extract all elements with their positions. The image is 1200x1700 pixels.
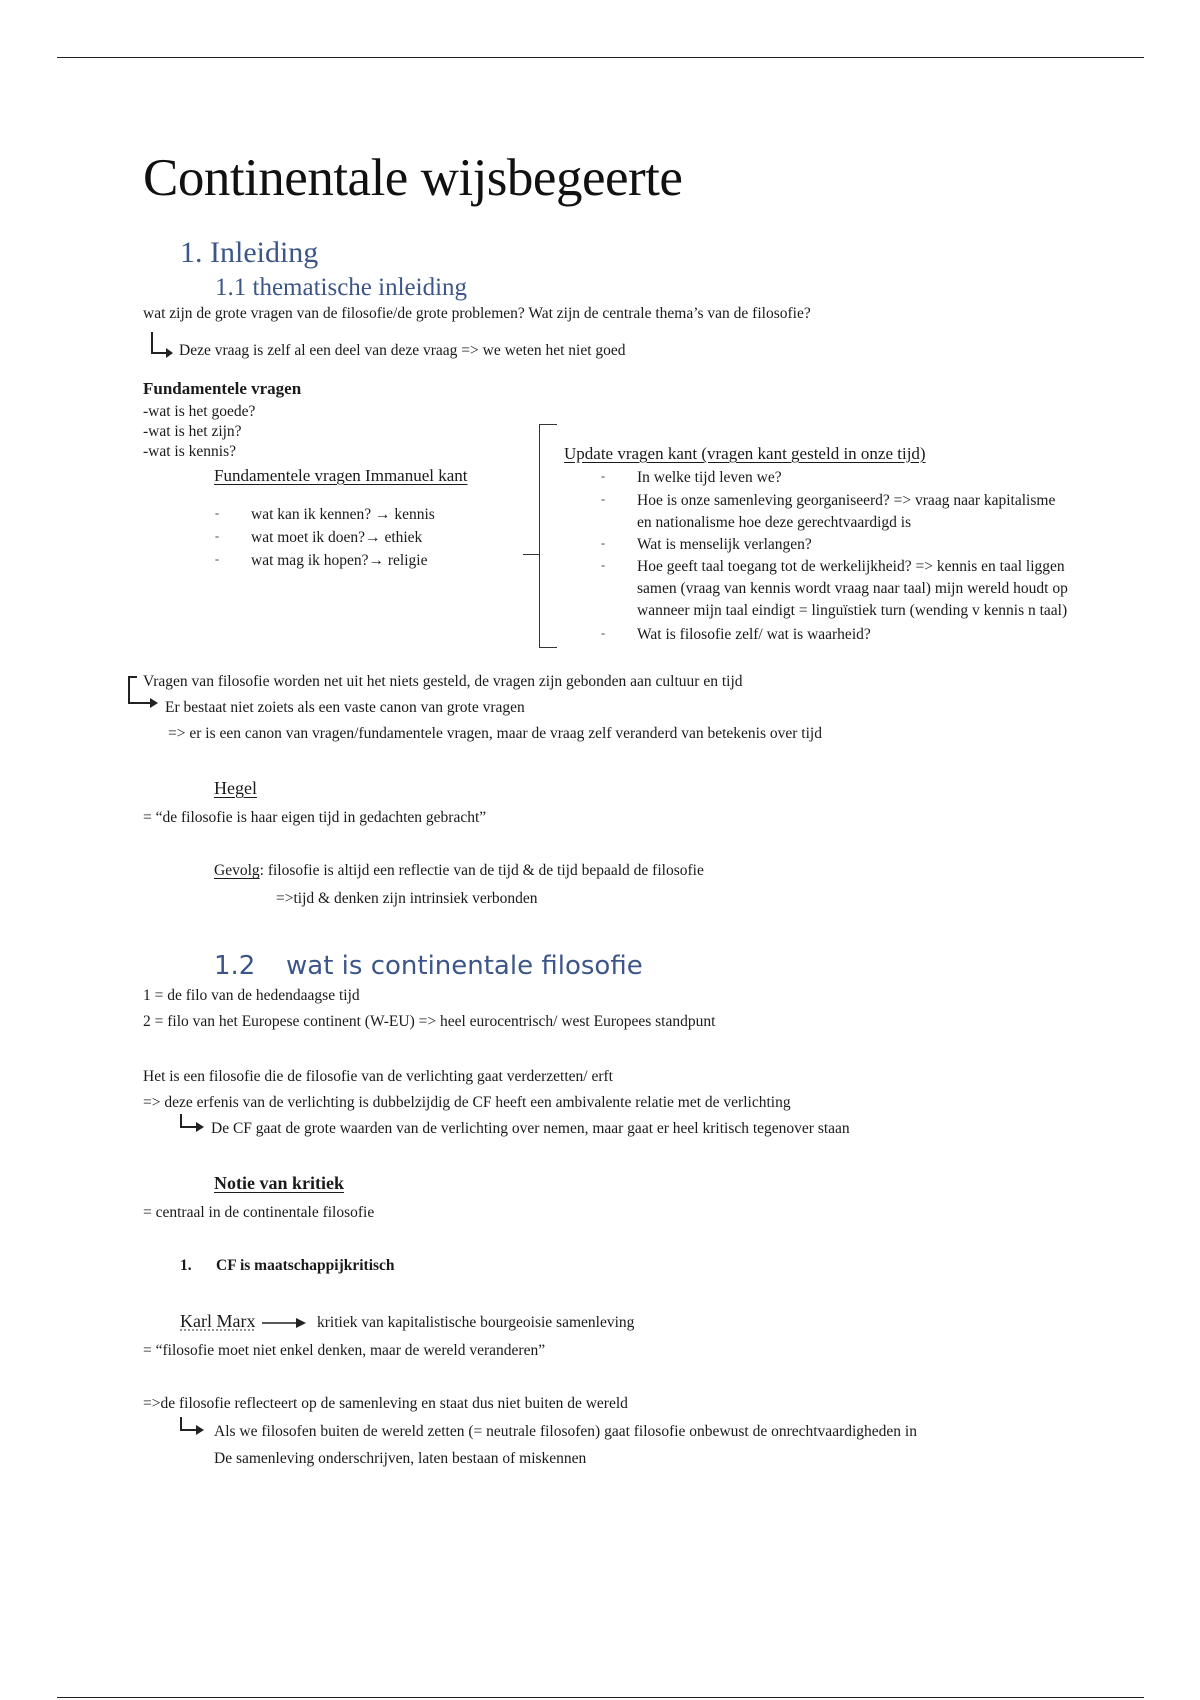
context-line: Vragen van filosofie worden net uit het niets gesteld, de vragen zijn gebonden aan cultuur en tijd xyxy=(143,673,743,690)
bullet-dash: - xyxy=(600,625,606,640)
return-arrow-icon xyxy=(179,1113,205,1135)
section-1-heading: 1. Inleiding xyxy=(180,236,319,269)
gevolg-text: : filosofie is altijd een reflectie van de tijd & de tijd bepaald de filosofie xyxy=(259,862,704,879)
list-heading: CF is maatschappijkritisch xyxy=(216,1257,395,1274)
reflect-line: =>de filosofie reflecteert op de samenleving en staat dus niet buiten de wereld xyxy=(143,1395,628,1412)
bullet-dash: - xyxy=(214,528,220,543)
update-item-continued: en nationalisme hoe deze gerechtvaardigd is xyxy=(637,514,912,531)
kant-item: wat mag ik hopen?→ religie xyxy=(251,552,428,569)
update-item: Hoe geeft taal toegang tot de werkelijkheid? => kennis en taal liggen xyxy=(637,558,1065,575)
fund-item: -wat is het goede? xyxy=(143,403,256,420)
update-item: Hoe is onze samenleving georganiseerd? => vraag naar kapitalisme xyxy=(637,492,1056,509)
hegel-heading: Hegel xyxy=(214,778,257,798)
fund-item: -wat is het zijn? xyxy=(143,423,242,440)
marx-name: Karl Marx xyxy=(180,1311,256,1331)
page-top-rule xyxy=(57,57,1144,58)
reflect-arrow-line: Als we filosofen buiten de wereld zetten (= neutrale filosofen) gaat filosofie onbewust de onrechtvaardigheden in xyxy=(214,1423,917,1440)
kant-questions-heading: Fundamentele vragen Immanuel kant xyxy=(214,466,468,485)
page-bottom-rule xyxy=(57,1697,1144,1698)
update-item: Wat is menselijk verlangen? xyxy=(637,536,812,553)
bullet-dash: - xyxy=(214,551,220,566)
kritiek-line: = centraal in de continentale filosofie xyxy=(143,1204,375,1221)
intro-arrow-text: Deze vraag is zelf al een deel van deze vraag => we weten het niet goed xyxy=(179,342,626,359)
gevolg-label: Gevolg xyxy=(214,862,260,879)
fundamental-questions-heading: Fundamentele vragen xyxy=(143,379,302,398)
bullet-dash: - xyxy=(600,468,606,483)
reflect-arrow-line: De samenleving onderschrijven, laten bestaan of miskennen xyxy=(214,1450,587,1467)
bullet-dash: - xyxy=(600,557,606,572)
bracket-connector xyxy=(523,554,540,555)
section-1-2-number: 1.2 xyxy=(214,951,256,981)
body-line: De CF gaat de grote waarden van de verlichting over nemen, maar gaat er heel kritisch tegenover staan xyxy=(211,1120,850,1137)
kant-item: wat moet ik doen?→ ethiek xyxy=(251,529,423,546)
update-item-continued: samen (vraag van kennis wordt vraag naar taal) mijn wereld houdt op xyxy=(637,580,1068,597)
arrow-right-icon xyxy=(262,1316,308,1330)
gevolg-line xyxy=(214,861,704,881)
body-line: Het is een filosofie die de filosofie van de verlichting gaat verderzetten/ erft xyxy=(143,1068,613,1085)
gevolg-line-2: =>tijd & denken zijn intrinsiek verbonden xyxy=(276,890,538,907)
kritiek-heading: Notie van kritiek xyxy=(214,1173,344,1193)
section-1-1-heading: 1.1 thematische inleiding xyxy=(215,274,468,301)
document-title: Continentale wijsbegeerte xyxy=(143,149,683,207)
kant-item: wat kan ik kennen? → kennis xyxy=(251,506,435,523)
section-1-2-heading: wat is continentale filosofie xyxy=(286,951,643,981)
return-arrow-icon xyxy=(179,1416,205,1438)
update-questions-heading: Update vragen kant (vragen kant gesteld in onze tijd) xyxy=(564,444,926,463)
hegel-quote: = “de filosofie is haar eigen tijd in gedachten gebracht” xyxy=(143,809,487,826)
bullet-dash: - xyxy=(600,491,606,506)
marx-quote: = “filosofie moet niet enkel denken, maar de wereld veranderen” xyxy=(143,1342,546,1359)
update-item-continued: wanneer mijn taal eindigt = linguïstiek turn (wending v kennis n taal) xyxy=(637,602,1068,619)
fund-item: -wat is kennis? xyxy=(143,443,236,460)
body-line: => deze erfenis van de verlichting is dubbelzijdig de CF heeft een ambivalente relatie met de verlichting xyxy=(143,1094,791,1111)
bracket xyxy=(539,424,557,648)
return-arrow-icon xyxy=(150,331,174,359)
context-line: Er bestaat niet zoiets als een vaste canon van grote vragen xyxy=(165,699,525,716)
bullet-dash: - xyxy=(600,535,606,550)
update-item: Wat is filosofie zelf/ wat is waarheid? xyxy=(637,626,871,643)
update-item: In welke tijd leven we? xyxy=(637,469,782,486)
bullet-dash: - xyxy=(214,505,220,520)
context-line: => er is een canon van vragen/fundamentele vragen, maar de vraag zelf veranderd van betekenis over tijd xyxy=(168,725,822,742)
definition-line: 1 = de filo van de hedendaagse tijd xyxy=(143,987,360,1004)
intro-question: wat zijn de grote vragen van de filosofie/de grote problemen? Wat zijn de centrale thema’s van de filosofie? xyxy=(143,305,811,322)
list-number: 1. xyxy=(180,1257,192,1274)
marx-text: kritiek van kapitalistische bourgeoisie samenleving xyxy=(317,1314,635,1331)
definition-line: 2 = filo van het Europese continent (W-EU) => heel eurocentrisch/ west Europees standpunt xyxy=(143,1013,716,1030)
